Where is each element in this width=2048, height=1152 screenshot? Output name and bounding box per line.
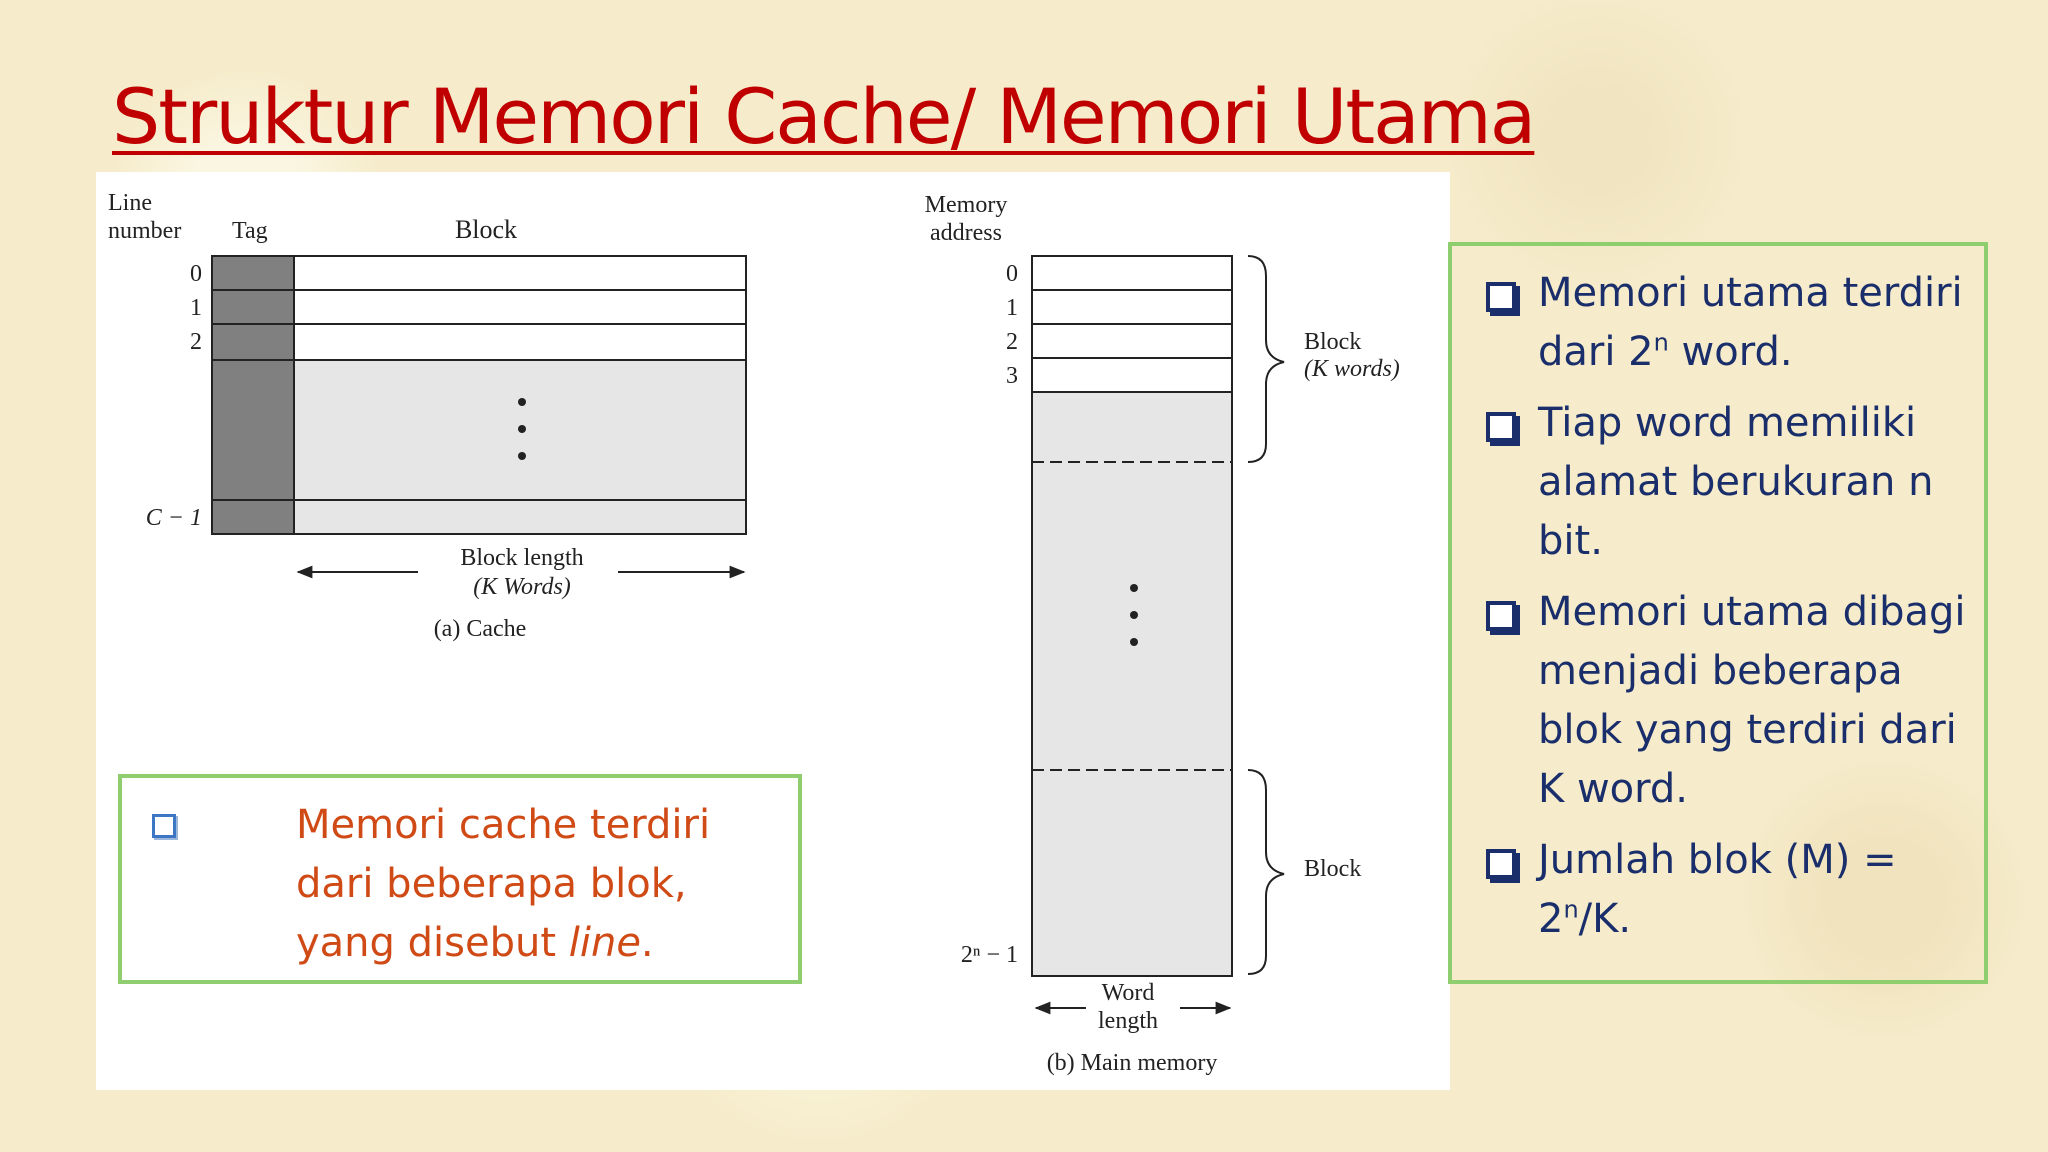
memory-address-index: 2	[1006, 329, 1018, 355]
slide-title: Struktur Memori Cache/ Memori Utama	[112, 72, 1535, 161]
tag-column-label: Tag	[232, 218, 268, 244]
memory-address-index-last: 2ⁿ − 1	[960, 942, 1018, 968]
block-column-label: Block	[454, 215, 518, 244]
cache-block-remaining	[294, 360, 746, 534]
cache-note-text: Memori cache terdiri dari beberapa blok, yang disebut line.	[296, 802, 711, 966]
checkbox-bullet-icon	[1486, 412, 1516, 442]
ellipsis-dot	[518, 398, 526, 406]
cache-line-index: 0	[190, 261, 202, 287]
tag-column	[212, 256, 294, 534]
main-memory-caption: (b) Main memory	[1046, 1050, 1218, 1076]
block-brace	[1248, 256, 1284, 462]
memory-address-label: address	[930, 220, 1002, 246]
note-bullet: Memori utama dibagi menjadi beberapa blok yang terdiri dari K word.	[1480, 583, 1970, 819]
line-number-label: number	[108, 218, 182, 244]
checkbox-bullet-icon	[1486, 849, 1516, 879]
cache-line-index: 2	[190, 329, 202, 355]
block-brace-label: Block	[1304, 329, 1362, 355]
memory-address-index: 3	[1006, 363, 1018, 389]
ellipsis-dot	[1130, 584, 1138, 592]
cache-note-box	[118, 774, 802, 984]
note-bullet: Tiap word memiliki alamat berukuran n bit.	[1480, 394, 1970, 571]
ellipsis-dot	[518, 452, 526, 460]
word-length-label: length	[1098, 1008, 1158, 1034]
ellipsis-dot	[1130, 611, 1138, 619]
memory-address-label: Memory	[924, 192, 1008, 218]
block-brace-label: (K words)	[1304, 356, 1400, 382]
cache-line-index-last: C − 1	[145, 505, 202, 531]
note-bullet: Memori utama terdiri dari 2$^n$ word.	[1480, 264, 1970, 382]
block-length-label: (K Words)	[473, 574, 571, 600]
checkbox-bullet-icon	[1486, 601, 1516, 631]
cache-line-index: 1	[190, 295, 202, 321]
memory-address-index: 0	[1006, 261, 1018, 287]
checkbox-bullet-icon	[1486, 282, 1516, 312]
block-brace-lower-label: Block	[1304, 856, 1362, 882]
ellipsis-dot	[518, 425, 526, 433]
cache-caption: (a) Cache	[433, 616, 527, 642]
word-length-label: Word	[1101, 980, 1155, 1006]
line-number-label: Line	[108, 190, 152, 216]
main-memory-notes-box	[1448, 242, 1988, 984]
ellipsis-dot	[1130, 638, 1138, 646]
memory-address-index: 1	[1006, 295, 1018, 321]
block-brace-lower	[1248, 770, 1284, 974]
block-length-label: Block length	[460, 545, 584, 571]
note-bullet: Jumlah blok $(M) = 2^n/K$.	[1480, 831, 1970, 949]
checkbox-bullet-icon	[152, 814, 176, 838]
